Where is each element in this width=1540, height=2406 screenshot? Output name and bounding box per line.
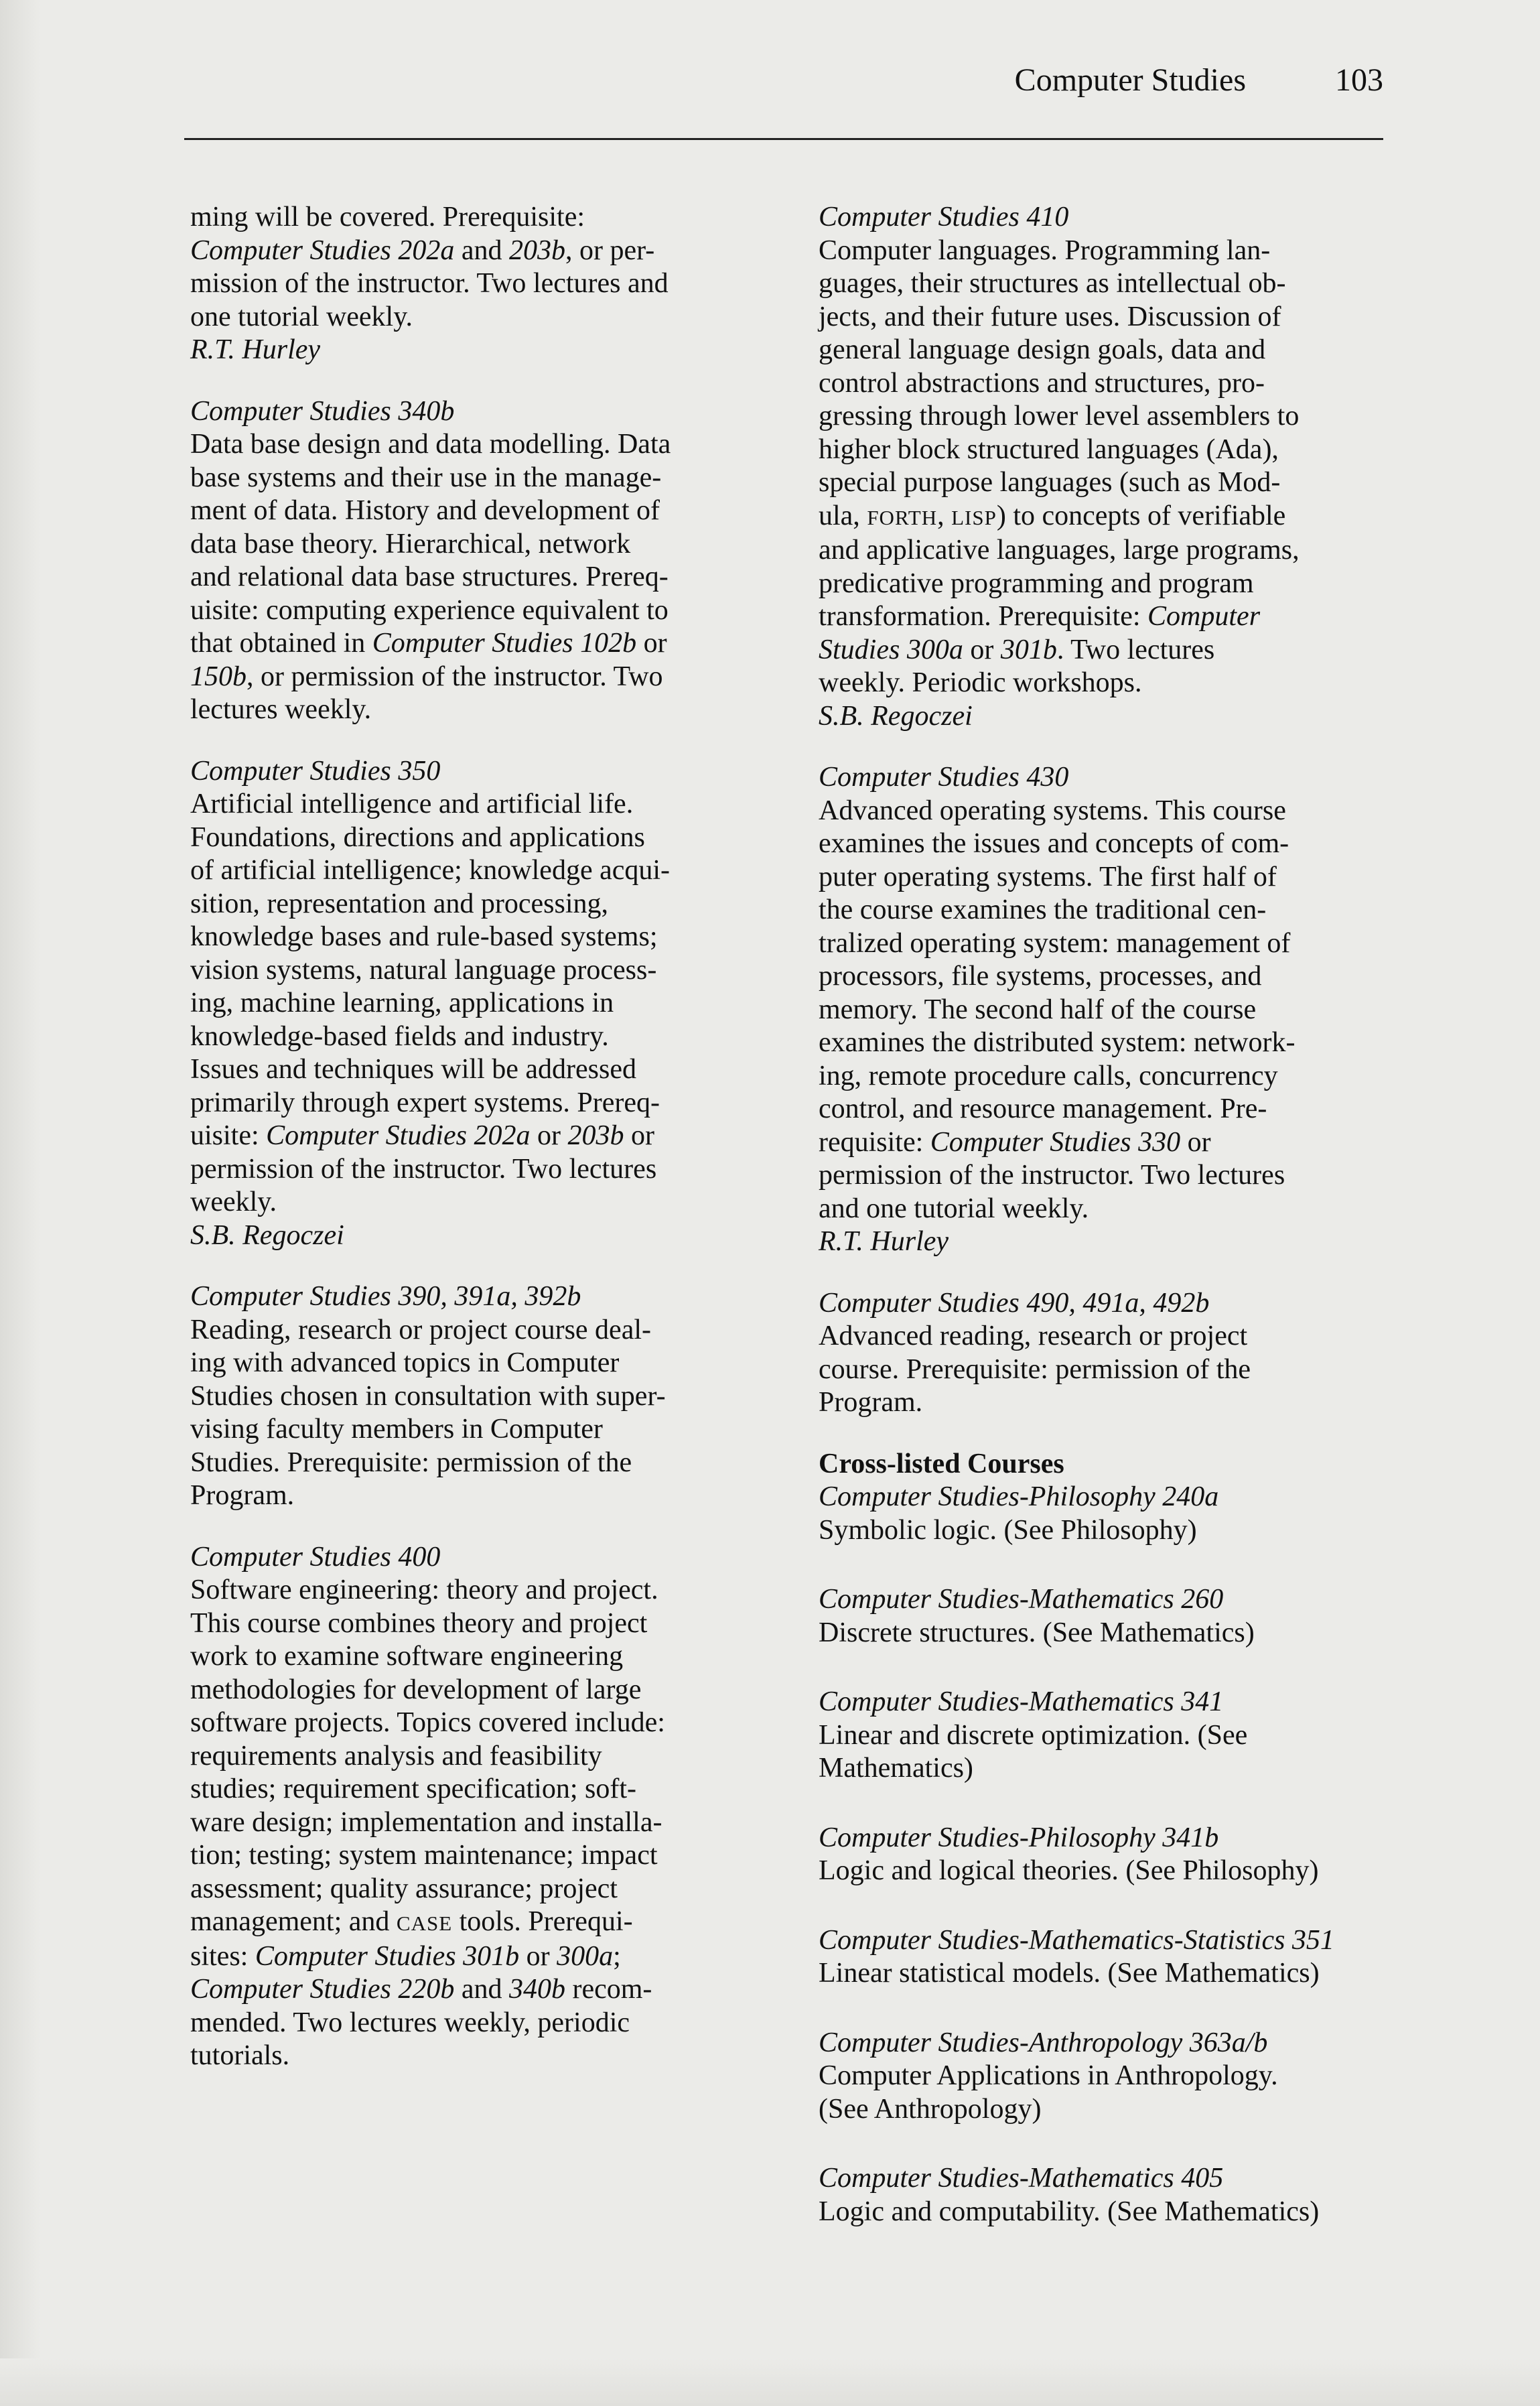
text-line: vising faculty members in Computer	[190, 1414, 603, 1445]
course-entry-350	[190, 755, 780, 1253]
course-title: Computer Studies-Mathematics 260	[819, 1584, 1224, 1615]
text-line: Computer Studies 220b and 340b recom-	[190, 1974, 652, 2005]
right-column	[819, 201, 1408, 2265]
text-line: ing with advanced topics in Computer	[190, 1347, 620, 1378]
text-line: lectures weekly.	[190, 694, 372, 725]
text-line: Studies chosen in consultation with super-	[190, 1380, 666, 1412]
text-line: primarily through expert systems. Prereq-	[190, 1087, 660, 1118]
text-line: course. Prerequisite: permission of the	[819, 1353, 1251, 1385]
course-title: Computer Studies-Philosophy 240a	[819, 1481, 1219, 1512]
text-line: Computer Applications in Anthropology.	[819, 2060, 1278, 2091]
text-line: control abstractions and structures, pro-	[819, 367, 1265, 399]
text-line: and applicative languages, large programs,	[819, 535, 1300, 565]
course-entry-390	[190, 1280, 780, 1513]
header-rule	[184, 138, 1383, 140]
page-bottom-shadow	[0, 2358, 1540, 2406]
cross-listed-item	[819, 2027, 1408, 2127]
text-line: 150b, or permission of the instructor. Two	[190, 661, 663, 692]
course-title: Computer Studies 490, 491a, 492b	[819, 1287, 1210, 1319]
text-line: ming will be covered. Prerequisite:	[190, 202, 585, 232]
text-line: tion; testing; system maintenance; impact	[190, 1840, 658, 1871]
course-title: Computer Studies 430	[819, 762, 1069, 793]
text-line: ware design; implementation and installa-	[190, 1806, 662, 1838]
text-line: requisite: Computer Studies 330 or	[819, 1126, 1211, 1158]
text-line: sition, representation and processing,	[190, 888, 609, 919]
text-line: tutorials.	[190, 2040, 290, 2071]
course-entry-410	[819, 201, 1408, 733]
text-line: special purpose languages (such as Mod-	[819, 467, 1281, 498]
text-line: Foundations, directions and applications	[190, 821, 645, 853]
course-title: Computer Studies 390, 391a, 392b	[190, 1281, 581, 1312]
entry-body	[190, 1314, 780, 1513]
text-line: memory. The second half of the course	[819, 994, 1257, 1025]
cross-listed-item	[819, 1481, 1408, 1547]
text-line: Studies 300a or 301b. Two lectures	[819, 634, 1215, 665]
text-line: examines the distributed system: network-	[819, 1027, 1296, 1058]
entry-body	[819, 235, 1408, 700]
course-entry-430	[819, 761, 1408, 1259]
text-line: Linear and discrete optimization. (See	[819, 1719, 1248, 1751]
section-heading: Cross-listed Courses	[819, 1448, 1064, 1479]
text-line: the course examines the traditional cen-	[819, 894, 1267, 925]
left-column	[190, 201, 780, 2101]
course-title: Computer Studies 410	[819, 202, 1069, 232]
text-line: Program.	[190, 1480, 295, 1511]
entry-body	[190, 788, 780, 1219]
text-line: assessment; quality assurance; project	[190, 1873, 618, 1904]
text-line: transformation. Prerequisite: Computer	[819, 601, 1261, 632]
text-line: jects, and their future uses. Discussion of	[819, 301, 1281, 332]
text-line: and relational data base structures. Prereq-	[190, 561, 669, 592]
entry-body	[819, 795, 1408, 1226]
bleed-through-text	[797, 201, 804, 235]
text-line: ing, machine learning, applications in	[190, 988, 614, 1018]
text-line: Advanced reading, research or project	[819, 1321, 1248, 1351]
text-line: permission of the instructor. Two lectures	[819, 1160, 1285, 1191]
text-line: base systems and their use in the manage-	[190, 462, 662, 493]
text-line: ula, FORTH, LISP) to concepts of verifiable	[819, 500, 1286, 531]
text-line: sites: Computer Studies 301b or 300a;	[190, 1940, 621, 1972]
running-header	[184, 62, 1383, 142]
text-line: data base theory. Hierarchical, network	[190, 528, 631, 559]
text-line: Program.	[819, 1387, 923, 1418]
entry-body	[190, 201, 780, 334]
text-line: predicative programming and program	[819, 567, 1254, 599]
cross-listed-item	[819, 1686, 1408, 1786]
text-line: that obtained in Computer Studies 102b or	[190, 628, 667, 659]
instructor: S.B. Regoczei	[190, 1219, 344, 1251]
instructor: S.B. Regoczei	[819, 700, 973, 732]
text-line: Linear statistical models. (See Mathematics)	[819, 1958, 1320, 1989]
course-entry-continued	[190, 201, 780, 367]
text-line: Data base design and data modelling. Data	[190, 429, 671, 460]
course-title: Computer Studies-Mathematics 341	[819, 1686, 1224, 1717]
text-line: Discrete structures. (See Mathematics)	[819, 1617, 1255, 1648]
text-line: studies; requirement specification; soft-	[190, 1774, 636, 1804]
entry-body	[190, 428, 780, 727]
cross-listed-item	[819, 1583, 1408, 1650]
cross-listed-item	[819, 1924, 1408, 1991]
course-entry-490	[819, 1287, 1408, 1420]
text-line: Computer Studies 202a and 203b, or per-	[190, 235, 655, 266]
text-line: control, and resource management. Pre-	[819, 1093, 1267, 1124]
text-line: Issues and techniques will be addressed	[190, 1054, 636, 1085]
text-line: management; and CASE tools. Prerequi-	[190, 1906, 633, 1937]
text-line: and one tutorial weekly.	[819, 1193, 1089, 1224]
text-line: puter operating systems. The first half of	[819, 861, 1277, 892]
text-line: Software engineering: theory and project.	[190, 1575, 658, 1605]
page-number: 103	[1335, 62, 1383, 98]
text-line: Studies. Prerequisite: permission of the	[190, 1447, 632, 1478]
text-line: gressing through lower level assemblers to	[819, 401, 1300, 431]
instructor: R.T. Hurley	[819, 1226, 949, 1257]
text-line: general language design goals, data and	[819, 334, 1266, 365]
text-line: software projects. Topics covered include:	[190, 1707, 665, 1738]
text-line: vision systems, natural language process-	[190, 954, 657, 986]
text-line: Advanced operating systems. This course	[819, 795, 1286, 826]
text-line: permission of the instructor. Two lectures	[190, 1153, 657, 1185]
text-line: mended. Two lectures weekly, periodic	[190, 2007, 630, 2038]
text-line: This course combines theory and project	[190, 1607, 648, 1639]
entry-body	[819, 1320, 1408, 1420]
text-line: uisite: computing experience equivalent to	[190, 594, 669, 626]
cross-listed-item	[819, 1822, 1408, 1888]
text-line: Artificial intelligence and artificial life.	[190, 789, 634, 819]
course-title: Computer Studies 350	[190, 755, 441, 787]
cross-listed-item	[819, 2162, 1408, 2228]
text-line: processors, file systems, processes, and	[819, 961, 1262, 992]
text-line: weekly. Periodic workshops.	[819, 667, 1142, 698]
header-title: Computer Studies	[1014, 62, 1246, 98]
text-line: examines the issues and concepts of com-	[819, 828, 1289, 859]
text-line: tralized operating system: management of	[819, 927, 1291, 959]
text-line: guages, their structures as intellectual ob-	[819, 268, 1286, 299]
text-line: knowledge bases and rule-based systems;	[190, 921, 658, 952]
course-title: Computer Studies 400	[190, 1541, 441, 1573]
text-line: Symbolic logic. (See Philosophy)	[819, 1514, 1197, 1546]
entry-body	[190, 1574, 780, 2073]
instructor: R.T. Hurley	[190, 334, 321, 365]
text-line: ment of data. History and development of	[190, 495, 660, 526]
course-title: Computer Studies-Mathematics 405	[819, 2163, 1224, 2194]
course-entry-400	[190, 1541, 780, 2073]
text-line: requirements analysis and feasibility	[190, 1740, 602, 1772]
text-line: higher block structured languages (Ada),	[819, 433, 1279, 465]
page-edge-shadow	[0, 0, 40, 2406]
text-line: of artificial intelligence; knowledge acqui-	[190, 855, 671, 886]
text-line: knowledge-based fields and industry.	[190, 1020, 609, 1052]
text-line: uisite: Computer Studies 202a or 203b or	[190, 1120, 654, 1151]
text-line: one tutorial weekly.	[190, 301, 413, 332]
course-title: Computer Studies-Anthropology 363a/b	[819, 2027, 1268, 2058]
text-line: Mathematics)	[819, 1753, 973, 1784]
text-line: Logic and computability. (See Mathematics)	[819, 2196, 1320, 2227]
course-title: Computer Studies-Mathematics-Statistics 351	[819, 1924, 1334, 1956]
cross-listed-section	[819, 1448, 1408, 2229]
text-line: (See Anthropology)	[819, 2093, 1042, 2125]
text-line: Computer languages. Programming lan-	[819, 235, 1271, 266]
cross-listed-list	[819, 1481, 1408, 2228]
text-line: weekly.	[190, 1187, 277, 1217]
text-line: Reading, research or project course deal-	[190, 1314, 651, 1345]
course-title: Computer Studies-Philosophy 341b	[819, 1822, 1219, 1853]
text-line: mission of the instructor. Two lectures and	[190, 268, 669, 299]
text-line: work to examine software engineering	[190, 1641, 624, 1672]
course-entry-340b	[190, 395, 780, 727]
course-title: Computer Studies 340b	[190, 395, 455, 427]
text-line: Logic and logical theories. (See Philosophy)	[819, 1855, 1319, 1886]
text-line: methodologies for development of large	[190, 1674, 642, 1705]
text-line: ing, remote procedure calls, concurrency	[819, 1060, 1278, 1091]
